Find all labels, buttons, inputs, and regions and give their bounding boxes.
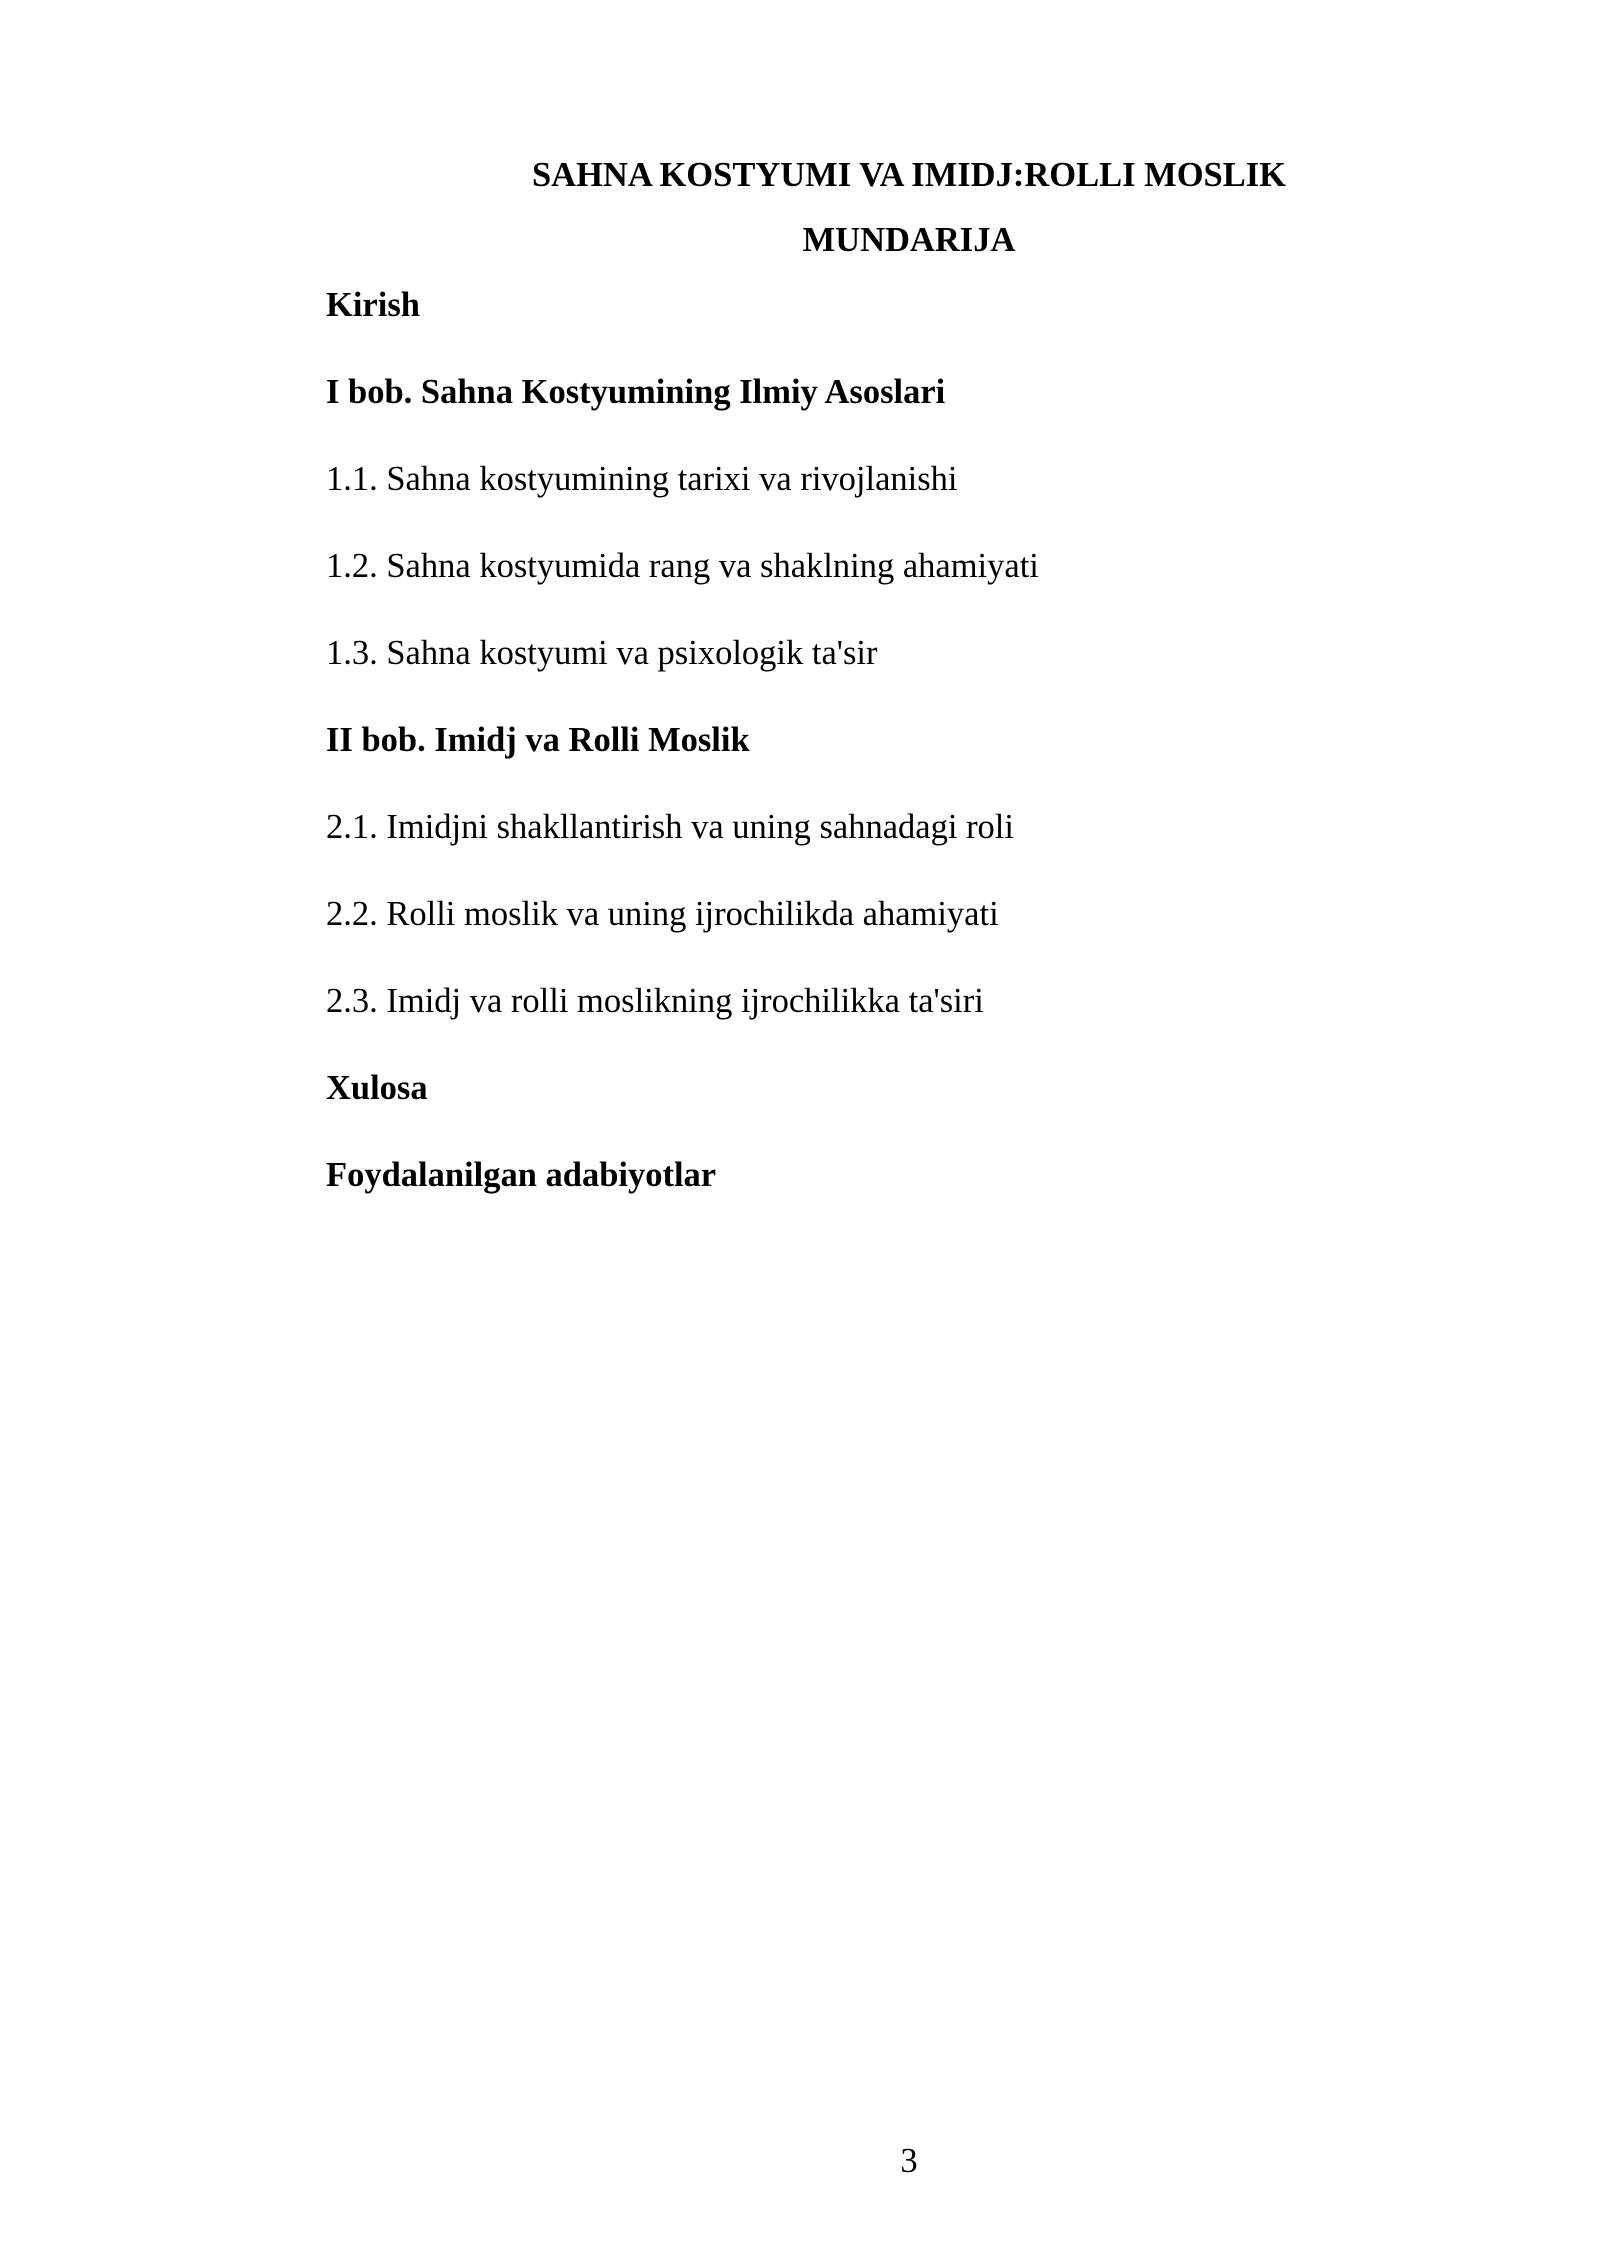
toc-entry-chapter-2: II bob. Imidj va Rolli Moslik [326, 721, 750, 759]
toc-entry-section-1-2: 1.2. Sahna kostyumida rang va shaklning ahamiyati [326, 547, 1039, 585]
toc-entry-section-2-3: 2.3. Imidj va rolli moslikning ijrochilikka ta'siri [326, 982, 984, 1020]
toc-entry-section-1-1: 1.1. Sahna kostyumining tarixi va rivojlanishi [326, 460, 958, 498]
toc-entry-section-1-3: 1.3. Sahna kostyumi va psixologik ta'sir [326, 634, 878, 672]
toc-entry-conclusion: Xulosa [326, 1069, 428, 1107]
page-number: 3 [900, 2142, 918, 2180]
document-title: SAHNA KOSTYUMI VA IMIDJ:ROLLI MOSLIK [531, 156, 1287, 194]
table-of-contents-heading: MUNDARIJA [802, 221, 1016, 259]
toc-entry-section-2-1: 2.1. Imidjni shakllantirish va uning sahnadagi roli [326, 808, 1014, 846]
toc-entry-chapter-1: I bob. Sahna Kostyumining Ilmiy Asoslari [326, 373, 946, 411]
toc-entry-section-2-2: 2.2. Rolli moslik va uning ijrochilikda ahamiyati [326, 895, 999, 933]
table-of-contents [326, 280, 1492, 1237]
toc-entry-references: Foydalanilgan adabiyotlar [326, 1156, 717, 1194]
toc-entry-introduction: Kirish [326, 286, 420, 324]
